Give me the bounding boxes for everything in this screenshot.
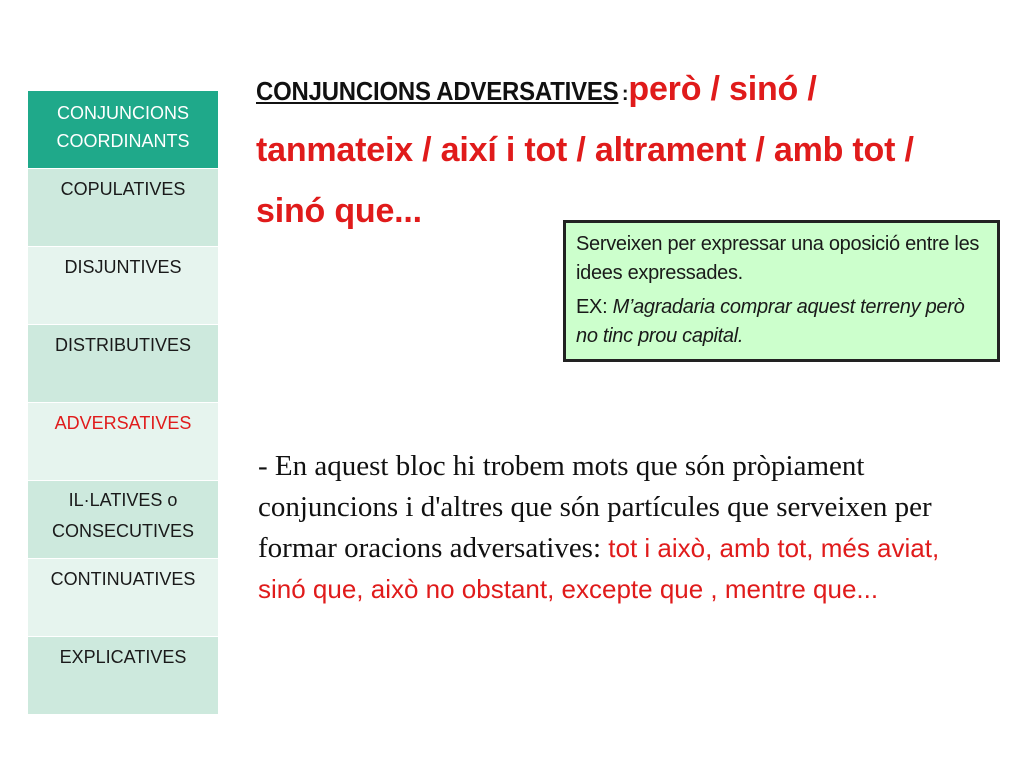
nav-header-line1: CONJUNCIONS <box>56 103 189 123</box>
nav-item-continuatives[interactable] <box>28 559 218 637</box>
nav-item-label: DISJUNTIVES <box>64 257 182 277</box>
nav-item-illatives[interactable] <box>28 481 218 559</box>
nav-item-explicatives[interactable] <box>28 637 218 715</box>
nav-header-line2: COORDINANTS <box>56 131 190 151</box>
definition-box <box>563 220 1000 362</box>
conjunctions-nav-table <box>28 91 218 715</box>
nav-item-label: CONTINUATIVES <box>50 569 196 589</box>
nav-item-label-line1: IL·LATIVES o <box>68 490 178 510</box>
nav-item-disjuntives[interactable] <box>28 247 218 325</box>
nav-header <box>28 91 218 169</box>
nav-item-label: DISTRIBUTIVES <box>54 335 192 355</box>
title-conjunctions: però / sinó / tanmateix / així i tot / altrament / amb tot / sinó que... <box>256 70 914 230</box>
nav-item-label: COPULATIVES <box>60 179 186 199</box>
paragraph-examples: tot i això, amb tot, més aviat, sinó que, això no obstant, excepte que , mentre que... <box>258 533 940 604</box>
title-label: CONJUNCIONS ADVERSATIVES <box>256 76 619 106</box>
nav-item-label-line2: CONSECUTIVES <box>51 521 195 541</box>
slide-title <box>256 62 946 245</box>
paragraph-intro: - En aquest bloc hi trobem mots que són pròpiament conjuncions i d'altres que són partícules que serveixen per formar oracions adversatives: <box>258 450 932 564</box>
definition-text: Serveixen per expressar una oposició entre les idees expressades. <box>576 233 980 284</box>
example-text: M’agradaria comprar aquest terreny però no tinc prou capital. <box>576 296 965 347</box>
definition-example <box>576 293 987 351</box>
nav-item-adversatives[interactable] <box>28 403 218 481</box>
explanation-paragraph <box>258 446 958 610</box>
example-prefix: EX: <box>576 296 613 318</box>
nav-item-label: EXPLICATIVES <box>59 647 187 667</box>
nav-item-label: ADVERSATIVES <box>54 413 192 433</box>
title-colon: : <box>621 83 629 105</box>
nav-item-copulatives[interactable] <box>28 169 218 247</box>
nav-item-distributives[interactable] <box>28 325 218 403</box>
